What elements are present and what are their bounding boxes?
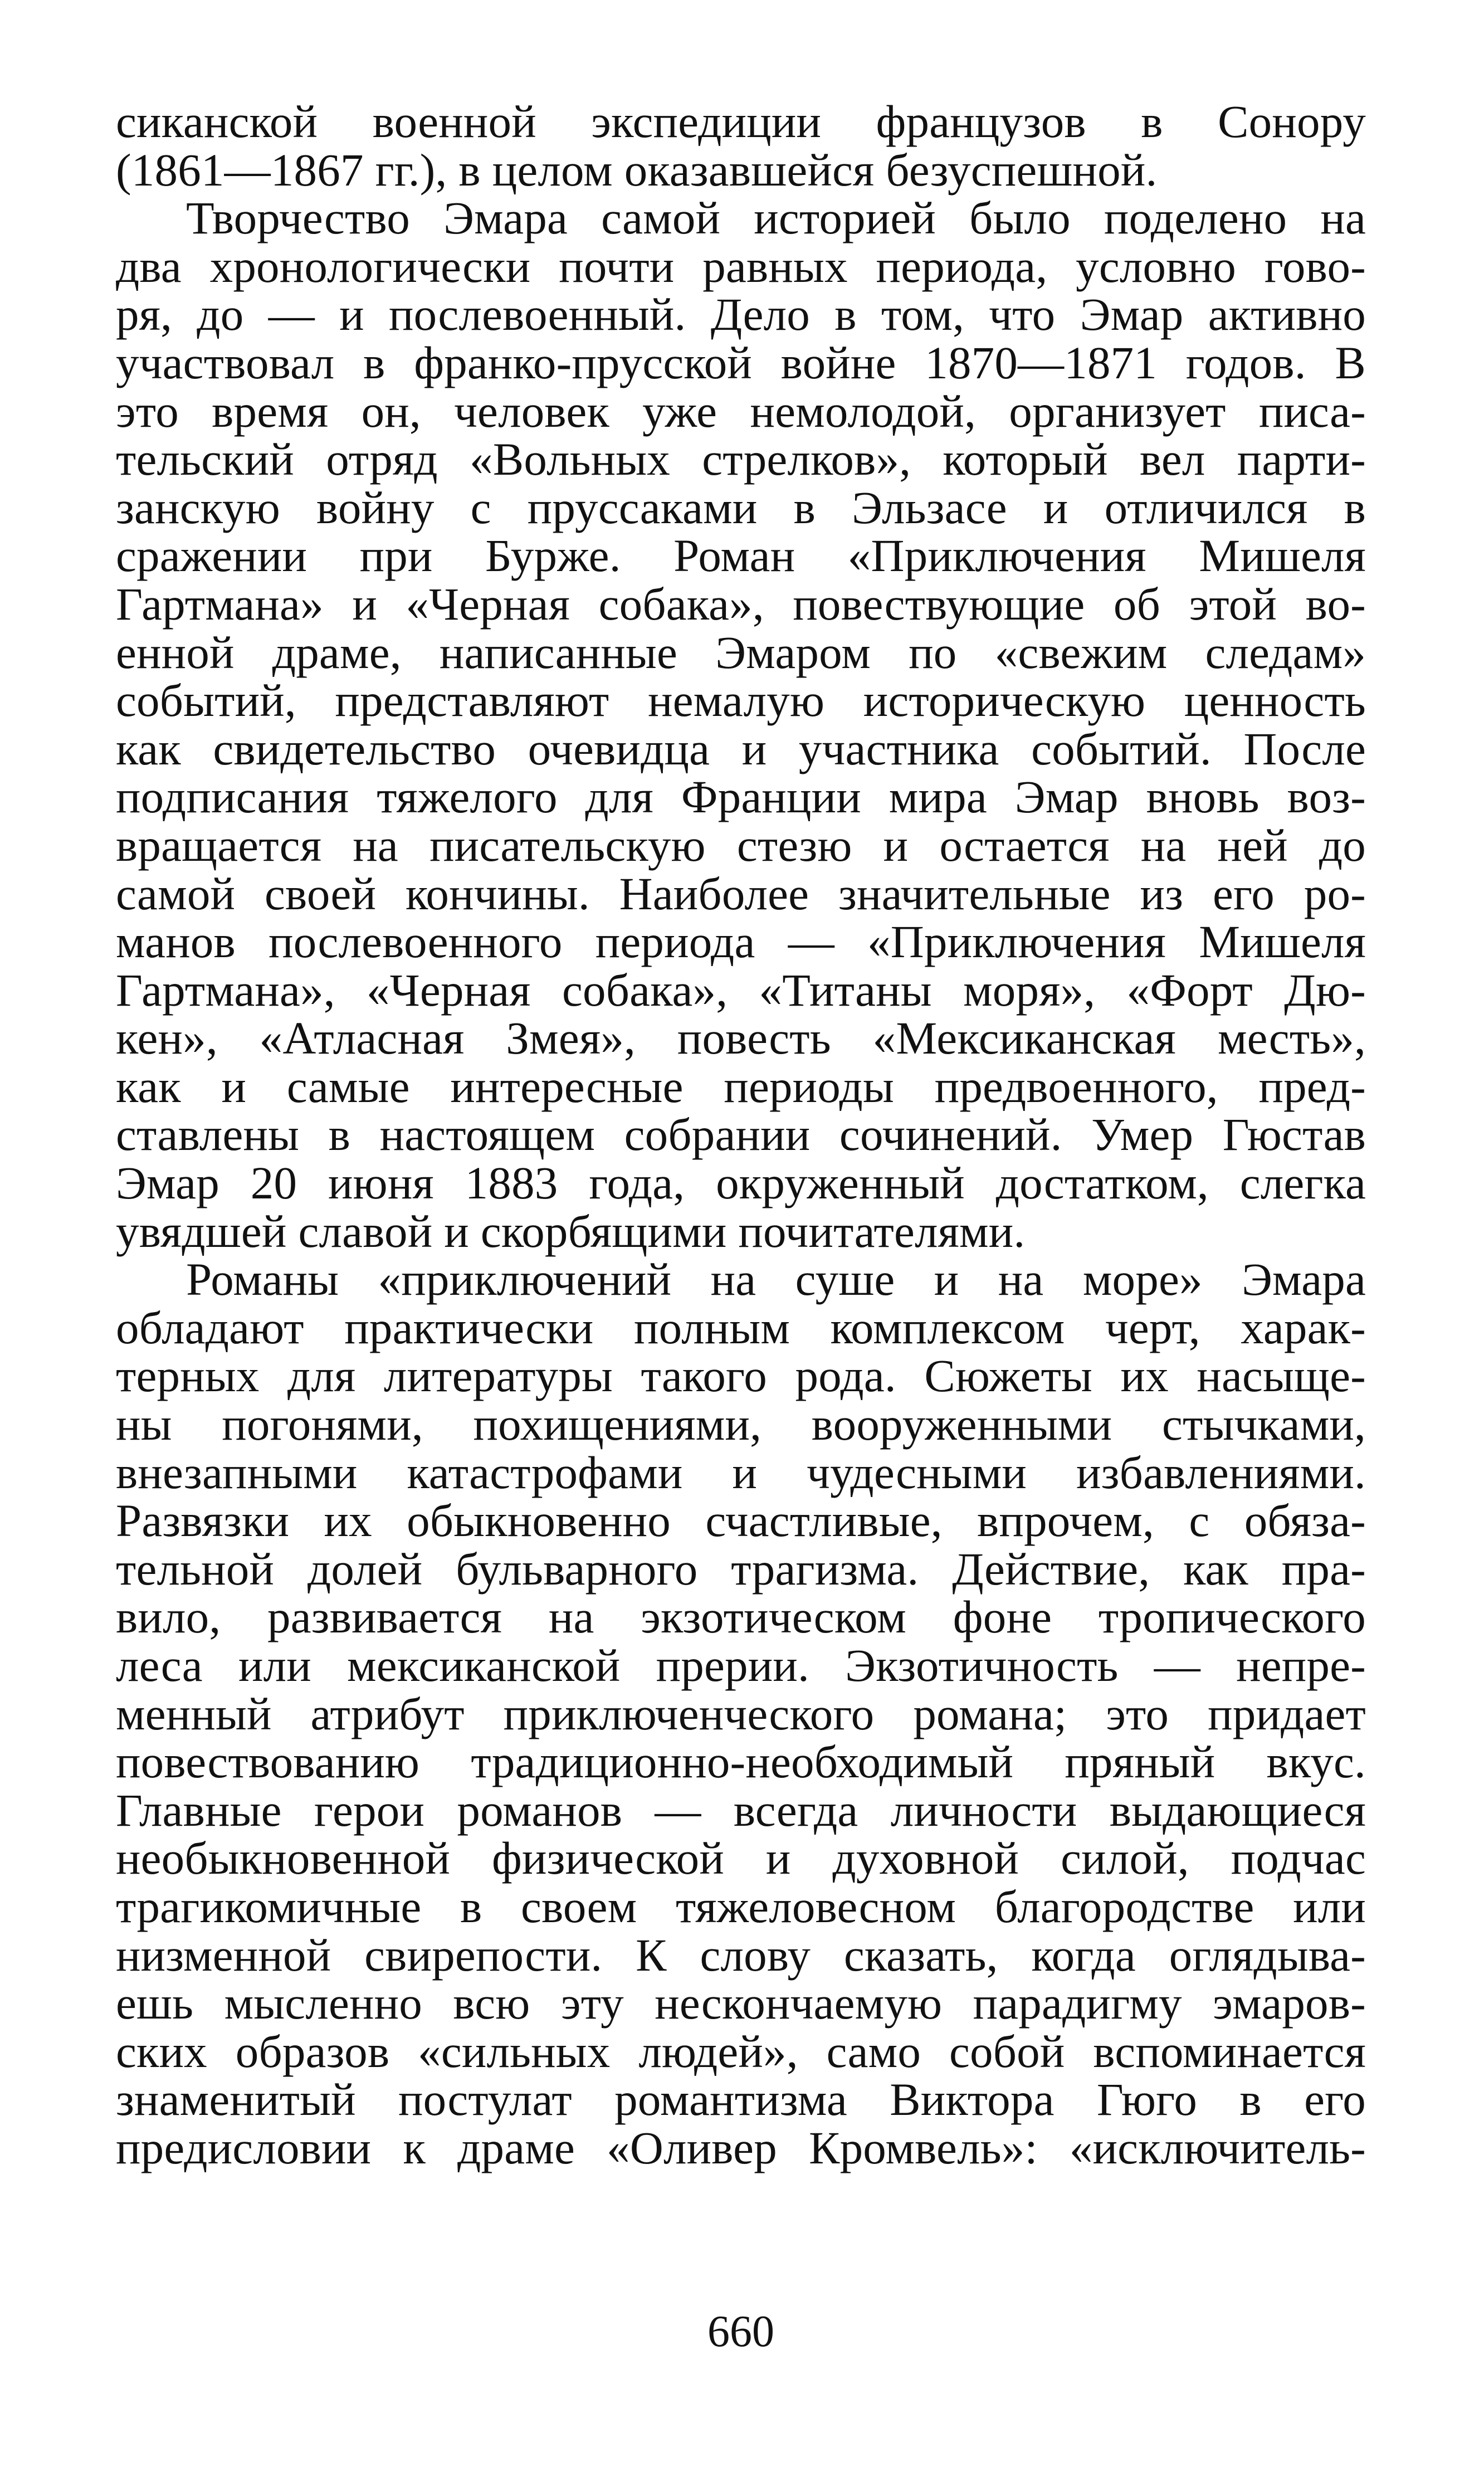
text-line: ря, до — и послевоенный. Дело в том, что Эмар активно: [116, 289, 1366, 340]
text-line: кен», «Атласная Змея», повесть «Мексиканская месть»,: [116, 1012, 1366, 1064]
text-line: ешь мысленно всю эту нескончаемую парадигму эмаров-: [116, 1977, 1366, 2029]
text-line: тельский отряд «Вольных стрелков», который вел парти-: [116, 433, 1366, 485]
text-line: ны погонями, похищениями, вооруженными стычками,: [116, 1398, 1366, 1450]
text-line: вило, развивается на экзотическом фоне тропического: [116, 1591, 1366, 1643]
text-line: событий, представляют немалую историческую ценность: [116, 675, 1366, 727]
text-line: занскую войну с пруссаками в Эльзасе и отличился в: [116, 481, 1366, 533]
paragraph-first-line: Творчество Эмара самой историей было поделено на: [186, 192, 1366, 244]
text-line: знаменитый постулат романтизма Виктора Гюго в его: [116, 2074, 1366, 2126]
text-line: енной драме, написанные Эмаром по «свежим следам»: [116, 626, 1366, 678]
text-line: Гартмана», «Черная собака», «Титаны моря», «Форт Дю-: [116, 964, 1366, 1016]
text-line: сиканской военной экспедиции французов в Сонору: [116, 96, 1366, 147]
text-line: увядшей славой и скорбящими почитателями.: [116, 1205, 1026, 1257]
text-line: это время он, человек уже немолодой, организует писа-: [116, 385, 1366, 437]
text-line: манов послевоенного периода — «Приключения Мишеля: [116, 916, 1366, 968]
text-line: (1861—1867 гг.), в целом оказавшейся безуспешной.: [116, 144, 1158, 196]
text-line: тельной долей бульварного трагизма. Действие, как пра-: [116, 1543, 1366, 1595]
text-line: подписания тяжелого для Франции мира Эмар вновь воз-: [116, 771, 1366, 823]
text-line: ставлены в настоящем собрании сочинений. Умер Гюстав: [116, 1109, 1366, 1161]
paragraph-first-line: Романы «приключений на суше и на море» Эмара: [186, 1254, 1366, 1305]
text-line: менный атрибут приключенческого романа; это придает: [116, 1688, 1366, 1739]
text-line: необыкновенной физической и духовной силой, подчас: [116, 1832, 1366, 1884]
text-line: вращается на писательскую стезю и остается на ней до: [116, 819, 1366, 871]
text-line: внезапными катастрофами и чудесными избавлениями.: [116, 1446, 1366, 1498]
text-line: сражении при Бурже. Роман «Приключения Мишеля: [116, 530, 1366, 582]
page-number: 660: [707, 2307, 774, 2356]
text-line: повествованию традиционно-необходимый пряный вкус.: [116, 1736, 1366, 1788]
text-line: обладают практически полным комплексом черт, харак-: [116, 1301, 1366, 1353]
text-line: два хронологически почти равных периода, условно гово-: [116, 240, 1366, 292]
text-line: самой своей кончины. Наиболее значительные из его ро-: [116, 867, 1366, 919]
text-line: предисловии к драме «Оливер Кромвель»: «исключитель-: [116, 2122, 1366, 2173]
text-line: участвовал в франко-прусской войне 1870—1871 годов. В: [116, 337, 1366, 388]
text-line: леса или мексиканской прерии. Экзотичность — непре-: [116, 1640, 1366, 1691]
text-line: трагикомичные в своем тяжеловесном благородстве или: [116, 1880, 1366, 1932]
text-line: терных для литературы такого рода. Сюжеты их насыще-: [116, 1350, 1366, 1402]
text-line: Развязки их обыкновенно счастливые, впрочем, с обяза-: [116, 1495, 1366, 1547]
text-line: Эмар 20 июня 1883 года, окруженный достатком, слегка: [116, 1157, 1366, 1209]
text-line: как и самые интересные периоды предвоенного, пред-: [116, 1060, 1366, 1112]
body-text: [116, 98, 1366, 2172]
text-line: как свидетельство очевидца и участника событий. После: [116, 723, 1366, 774]
book-page: [116, 98, 1366, 2491]
text-line: Гартмана» и «Черная собака», повествующие об этой во-: [116, 578, 1366, 630]
text-line: ских образов «сильных людей», само собой вспоминается: [116, 2025, 1366, 2077]
text-line: низменной свирепости. К слову сказать, когда оглядыва-: [116, 1929, 1366, 1981]
text-line: Главные герои романов — всегда личности выдающиеся: [116, 1784, 1366, 1836]
